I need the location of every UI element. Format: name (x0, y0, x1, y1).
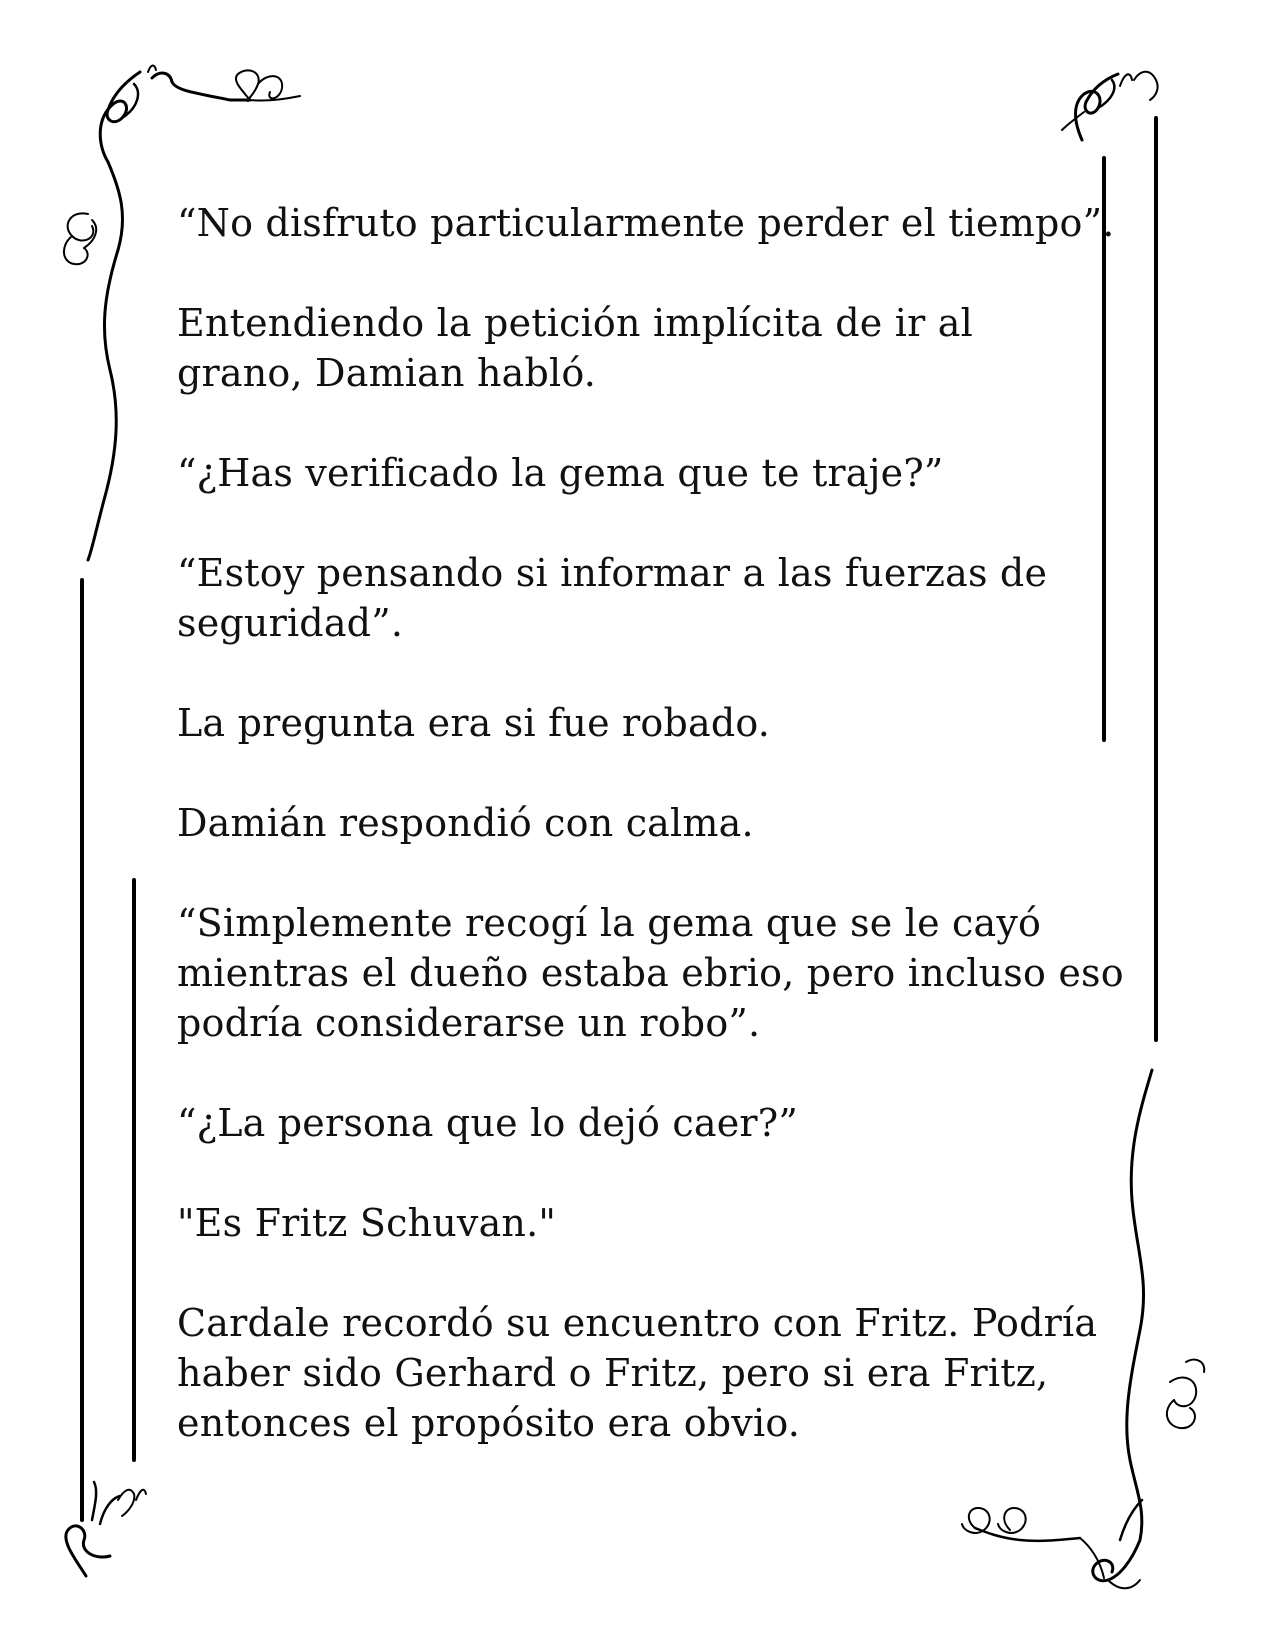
paragraph-8: “¿La persona que lo dejó caer?” (177, 1101, 798, 1145)
flourish-bottom-left (66, 1482, 146, 1576)
paragraph-7: “Simplemente recogí la gema que se le cayó mientras el dueño estaba ebrio, pero incluso eso podría considerarse un robo”. (177, 901, 1124, 1045)
paragraph-3: “¿Has verificado la gema que te traje?” (177, 451, 944, 495)
paragraph-4: “Estoy pensando si informar a las fuerzas de seguridad”. (177, 551, 1048, 645)
paragraph-10: Cardale recordó su encuentro con Fritz. Podría haber sido Gerhard o Fritz, pero si era Fritz, entonces el propósito era obvio. (177, 1301, 1098, 1445)
flourish-top-right (1062, 72, 1158, 140)
story-text (177, 198, 1127, 1498)
paragraph-2: Entendiendo la petición implícita de ir al grano, Damian habló. (177, 301, 973, 395)
paragraph-5: La pregunta era si fue robado. (177, 701, 771, 745)
paragraph-6: Damián respondió con calma. (177, 801, 754, 845)
left-rules (82, 580, 134, 1520)
paragraph-1: “No disfruto particularmente perder el tiempo”. (177, 201, 1115, 245)
paragraph-9: "Es Fritz Schuvan." (177, 1201, 557, 1245)
